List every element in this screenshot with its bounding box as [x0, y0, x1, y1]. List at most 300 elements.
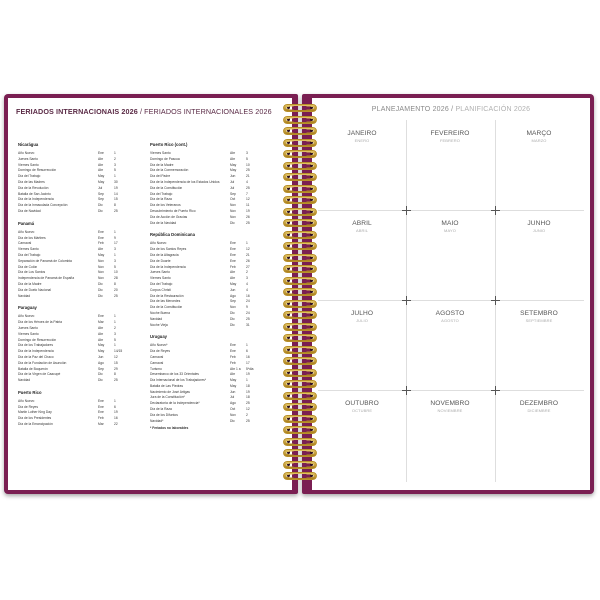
- spiral-coil: [283, 300, 317, 310]
- month-name-portuguese: JUNHO: [527, 220, 551, 227]
- holiday-month: Abr: [230, 270, 236, 275]
- spiral-coil: [283, 231, 317, 241]
- holiday-day: 15: [114, 197, 118, 202]
- month-cell[interactable]: [318, 400, 406, 413]
- holiday-day: 14: [114, 191, 118, 196]
- country-heading: Puerto Rico (cont.): [150, 142, 188, 147]
- holiday-month: Ene: [98, 229, 104, 234]
- coil-ring: [283, 104, 317, 112]
- holiday-month: May: [230, 162, 237, 167]
- holiday-month: Mar: [98, 320, 104, 325]
- holiday-month: May: [98, 252, 105, 257]
- holiday-day: 25: [114, 293, 118, 298]
- spiral-coil: [283, 415, 317, 425]
- holiday-name: Año Nuevo: [18, 229, 35, 234]
- holiday-name: Día de los Trabajadores: [18, 343, 54, 348]
- spiral-coil: [283, 185, 317, 195]
- month-name-portuguese: DEZEMBRO: [519, 400, 559, 407]
- coil-ring: [283, 242, 317, 250]
- holiday-day: 2: [246, 412, 248, 417]
- holiday-name: Día de los Santos Reyes: [150, 247, 187, 252]
- holiday-day: 9: [114, 235, 116, 240]
- coil-ring: [283, 346, 317, 354]
- holiday-name: Día de la Independencia: [150, 264, 186, 269]
- holiday-name: Día de Navidad: [18, 208, 41, 213]
- footnote: [150, 426, 268, 432]
- coil-ring: [283, 403, 317, 411]
- holiday-name: Día de la Emancipación: [18, 422, 53, 427]
- holiday-name: Jueves Santo: [150, 270, 170, 275]
- month-name-spanish: ABRIL: [355, 228, 369, 233]
- month-name-portuguese: ABRIL: [352, 220, 372, 227]
- holiday-row: [150, 323, 268, 329]
- holiday-month: Dic: [230, 322, 235, 327]
- month-name-portuguese: JULHO: [350, 310, 374, 317]
- holiday-day: 12: [246, 407, 250, 412]
- month-name-portuguese: AGOSTO: [435, 310, 465, 317]
- holiday-name: Nacimiento de José Artigas: [150, 389, 190, 394]
- holiday-day: 1: [114, 229, 116, 234]
- holiday-month: Ene: [98, 398, 104, 403]
- holiday-day: 2: [114, 156, 116, 161]
- country-heading: Nicarágua: [18, 142, 39, 147]
- holiday-name: Viernes Santo: [18, 247, 39, 252]
- holiday-day: 1: [114, 398, 116, 403]
- month-cell[interactable]: [406, 130, 494, 143]
- holiday-day: 15: [114, 360, 118, 365]
- title-spanish: PLANIFICACIÓN 2026: [455, 106, 531, 113]
- grid-divider: [318, 210, 584, 211]
- holiday-name: Viernes Santo: [18, 331, 39, 336]
- holiday-month: Dic: [230, 418, 235, 423]
- spiral-coil: [283, 461, 317, 471]
- spiral-coil: [283, 139, 317, 149]
- holiday-day: 5: [114, 337, 116, 342]
- spiral-coil: [283, 254, 317, 264]
- holiday-day: 26: [246, 214, 250, 219]
- holiday-day: 19: [114, 185, 118, 190]
- holiday-name: Domingo de Resurrección: [18, 168, 57, 173]
- coil-ring: [283, 369, 317, 377]
- holiday-name: Jueves Santo: [18, 325, 38, 330]
- holiday-name: Año Nuevo*: [150, 343, 168, 348]
- holiday-name: Día del Trabajo: [150, 191, 173, 196]
- holiday-day: 29: [114, 366, 118, 371]
- coil-ring: [283, 139, 317, 147]
- title-portuguese: PLANEJAMENTO 2026: [371, 106, 449, 113]
- holiday-month: Jul: [230, 395, 235, 400]
- spiral-coil: [283, 150, 317, 160]
- holiday-month: May: [230, 168, 237, 173]
- holiday-day: 25: [114, 378, 118, 383]
- holiday-month: Jul: [230, 185, 235, 190]
- spiral-coil: [283, 369, 317, 379]
- holiday-month: Sep: [98, 366, 104, 371]
- month-cell[interactable]: [406, 310, 494, 323]
- holiday-day: 24: [246, 310, 250, 315]
- plus-icon: [402, 296, 411, 305]
- holiday-month: Ago: [230, 293, 236, 298]
- holiday-name: Día de Los Santos: [18, 270, 46, 275]
- holiday-name: Día de Acción de Gracias: [150, 214, 188, 219]
- holiday-name: Día de los Mártires: [18, 235, 46, 240]
- holiday-day: 4: [246, 281, 248, 286]
- month-cell[interactable]: [318, 310, 406, 323]
- holiday-name: Carnaval: [150, 360, 164, 365]
- plus-icon: [491, 386, 500, 395]
- holiday-month: Dic: [230, 316, 235, 321]
- holiday-day: 2: [114, 325, 116, 330]
- holiday-day: 18: [246, 395, 250, 400]
- month-cell[interactable]: [406, 400, 494, 413]
- grid-divider: [318, 390, 584, 391]
- holiday-month: Abr: [98, 168, 104, 173]
- coil-ring: [283, 472, 317, 480]
- holiday-row: [18, 294, 136, 300]
- holiday-month: Jun: [98, 354, 104, 359]
- holiday-name: Día del Trabajo: [18, 174, 41, 179]
- holiday-day: 1: [246, 241, 248, 246]
- month-cell[interactable]: [318, 130, 406, 143]
- grid-divider: [318, 300, 584, 301]
- coil-ring: [283, 196, 317, 204]
- footnote-text: * Feriados no laborables: [150, 426, 189, 431]
- holiday-month: Abr: [98, 156, 104, 161]
- month-cell[interactable]: [495, 400, 583, 413]
- coil-ring: [283, 208, 317, 216]
- holiday-month: Ene: [98, 404, 104, 409]
- holiday-month: Nov: [230, 305, 236, 310]
- holiday-month: May: [98, 349, 105, 354]
- coil-ring: [283, 334, 317, 342]
- holiday-name: Día de los Difuntos: [150, 412, 178, 417]
- coil-ring: [283, 219, 317, 227]
- holiday-day: 1: [246, 343, 248, 348]
- holiday-day: 3: [114, 162, 116, 167]
- holiday-name: Navidad*: [150, 418, 164, 423]
- holiday-month: Dic: [98, 287, 103, 292]
- month-cell[interactable]: [495, 310, 583, 323]
- holiday-name: Navidad: [150, 316, 163, 321]
- holiday-name: Viernes Santo: [150, 151, 171, 155]
- holiday-name: Día de Reyes: [18, 404, 38, 409]
- holidays-column-2: [150, 142, 268, 432]
- holiday-day: 10: [114, 270, 118, 275]
- month-name-spanish: JUNIO: [532, 228, 546, 233]
- month-name-spanish: MAYO: [444, 228, 456, 233]
- holiday-day: 7: [246, 191, 248, 196]
- holiday-name: Día de Reyes: [150, 349, 170, 354]
- holiday-row: [18, 209, 136, 215]
- coil-ring: [283, 162, 317, 170]
- holiday-name: Día de la Inmaculada Concepción: [18, 203, 68, 208]
- holiday-day: 6: [114, 404, 116, 409]
- holiday-month: Sep: [230, 299, 236, 304]
- holiday-name: Jura de la Constitución*: [150, 395, 185, 400]
- coil-ring: [283, 127, 317, 135]
- holiday-month: Ene: [230, 252, 236, 257]
- holiday-name: Día de la Madre: [18, 281, 42, 286]
- holiday-month: Ene: [230, 343, 236, 348]
- holiday-month: Ene: [98, 151, 104, 155]
- holiday-name: Día del Trabajo: [150, 281, 173, 286]
- coil-ring: [283, 277, 317, 285]
- spiral-coil: [283, 173, 317, 183]
- month-name-spanish: AGOSTO: [441, 318, 459, 323]
- holiday-name: Día de la Constitución: [150, 305, 183, 310]
- holiday-name: Día de la Virgen de Caacupé: [18, 372, 61, 377]
- spiral-coil: [283, 104, 317, 114]
- title-separator: /: [139, 107, 143, 116]
- holiday-day: 5*dia: [246, 366, 254, 371]
- holiday-month: Dic: [98, 378, 103, 383]
- holidays-column-1: [18, 142, 136, 428]
- plus-icon: [402, 206, 411, 215]
- holiday-month: Abr 1 a: [230, 366, 241, 371]
- holiday-day: 1: [114, 343, 116, 348]
- holiday-month: Oct: [230, 197, 236, 202]
- coil-ring: [283, 461, 317, 469]
- holiday-name: Martin Luther King Day: [18, 410, 52, 415]
- month-name-spanish: OCTUBRE: [351, 408, 373, 413]
- month-name-spanish: SEPTIEMBRE: [525, 318, 553, 323]
- country-heading: Paraguay: [18, 305, 37, 311]
- holiday-day: 8: [114, 281, 116, 286]
- holiday-day: 31: [246, 322, 250, 327]
- holiday-month: Dic: [98, 293, 103, 298]
- holiday-day: 16: [114, 416, 118, 421]
- month-name-portuguese: MAIO: [441, 220, 459, 227]
- spiral-coil: [283, 323, 317, 333]
- holiday-month: Dic: [230, 310, 235, 315]
- holiday-day: 8: [114, 372, 116, 377]
- spiral-coil: [283, 116, 317, 126]
- holiday-day: 1: [246, 378, 248, 383]
- holiday-name: Noche Buena: [150, 310, 170, 315]
- spiral-coil: [283, 277, 317, 287]
- holiday-name: Año Nuevo: [18, 398, 35, 403]
- holiday-name: Año Nuevo: [150, 241, 167, 246]
- plus-icon: [491, 296, 500, 305]
- holiday-day: 16: [246, 293, 250, 298]
- holiday-day: 1: [114, 252, 116, 257]
- holiday-day: 3: [246, 151, 248, 155]
- holidays-page: [8, 98, 292, 490]
- holiday-month: Dic: [98, 203, 103, 208]
- coil-ring: [283, 311, 317, 319]
- month-cell[interactable]: [318, 220, 406, 233]
- spiral-coil: [283, 208, 317, 218]
- spiral-coil: [283, 472, 317, 482]
- holiday-name: Día de la Madre: [150, 162, 174, 167]
- coil-ring: [283, 150, 317, 158]
- holiday-month: May: [230, 383, 237, 388]
- holiday-day: 12: [246, 247, 250, 252]
- holiday-name: Noche Vieja: [150, 322, 168, 327]
- holiday-name: Día de Colón: [18, 264, 38, 269]
- holiday-day: 2: [246, 270, 248, 275]
- holiday-day: 5: [114, 264, 116, 269]
- planning-page: [312, 98, 590, 490]
- title-separator: /: [451, 106, 454, 113]
- holiday-month: Feb: [98, 416, 104, 421]
- holiday-month: Abr: [230, 372, 236, 377]
- holiday-month: Abr: [230, 276, 236, 281]
- coil-ring: [283, 357, 317, 365]
- holiday-month: Nov: [230, 412, 236, 417]
- holiday-name: Día del Trabajo: [18, 252, 41, 257]
- holiday-name: Jueves Santo: [18, 156, 38, 161]
- holiday-month: Feb: [230, 360, 236, 365]
- title-portuguese: FERIADOS INTERNACIONAIS 2026: [16, 107, 138, 116]
- holiday-day: 1: [114, 174, 116, 179]
- holiday-day: 17: [114, 241, 118, 246]
- holiday-name: Día de la Fundación de Asunción: [18, 360, 67, 365]
- holiday-name: Día de la Revolución: [18, 185, 49, 190]
- holiday-name: Carnaval: [18, 241, 32, 246]
- holiday-name: Día de la Restauración: [150, 293, 184, 298]
- holiday-day: 11: [246, 203, 250, 208]
- holiday-day: 14/15: [114, 349, 123, 354]
- holiday-day: 19: [246, 208, 250, 213]
- holiday-month: Mar: [98, 422, 104, 427]
- holiday-row: [150, 419, 268, 425]
- holiday-day: 8: [114, 203, 116, 208]
- holiday-name: Declaratoria de la Independencia*: [150, 401, 200, 406]
- month-name-spanish: DICIEMBRE: [527, 408, 551, 413]
- spiral-coil: [283, 265, 317, 275]
- coil-ring: [283, 265, 317, 273]
- month-name-spanish: FEBRERO: [439, 138, 461, 143]
- holiday-day: 16: [246, 354, 250, 359]
- month-cell[interactable]: [406, 220, 494, 233]
- holiday-day: 25: [246, 185, 250, 190]
- month-name-portuguese: JANEIRO: [347, 130, 377, 137]
- month-planning-grid: [318, 120, 584, 482]
- spiral-coil: [283, 357, 317, 367]
- month-cell[interactable]: [495, 130, 583, 143]
- month-name-portuguese: NOVEMBRO: [430, 400, 470, 407]
- holiday-month: Nov: [98, 264, 104, 269]
- month-cell[interactable]: [495, 220, 583, 233]
- spiral-coil: [283, 380, 317, 390]
- coil-ring: [283, 426, 317, 434]
- holiday-day: 5: [114, 168, 116, 173]
- spiral-coil: [283, 449, 317, 459]
- holiday-month: Ene: [230, 349, 236, 354]
- holiday-day: 25: [246, 316, 250, 321]
- holiday-name: Batalla de Las Piedras: [150, 383, 183, 388]
- holiday-name: Día de Duelo Nacional: [18, 287, 51, 292]
- holiday-day: 18: [246, 383, 250, 388]
- holiday-month: Ene: [230, 258, 236, 263]
- holiday-month: Feb: [98, 241, 104, 246]
- coil-ring: [283, 323, 317, 331]
- coil-ring: [283, 231, 317, 239]
- coil-ring: [283, 173, 317, 181]
- holiday-month: May: [230, 378, 237, 383]
- spiral-coil: [283, 242, 317, 252]
- holiday-day: 25: [246, 401, 250, 406]
- holiday-name: Domingo de Resurrección: [18, 337, 57, 342]
- holiday-name: Domingo de Pascua: [150, 156, 180, 161]
- holiday-month: Feb: [230, 264, 236, 269]
- holiday-month: Abr: [98, 162, 104, 167]
- holiday-day: 19: [114, 410, 118, 415]
- coil-ring: [283, 116, 317, 124]
- holiday-day: 1: [114, 151, 116, 155]
- holiday-name: Año Nuevo: [18, 151, 35, 155]
- holiday-day: 12: [246, 197, 250, 202]
- month-name-portuguese: OUTUBRO: [345, 400, 379, 407]
- holiday-day: 19: [246, 389, 250, 394]
- coil-ring: [283, 415, 317, 423]
- spiral-coil: [283, 311, 317, 321]
- holiday-month: Abr: [98, 247, 104, 252]
- coil-ring: [283, 254, 317, 262]
- holiday-day: 21: [246, 252, 250, 257]
- holiday-name: Día de la Independencia: [18, 197, 54, 202]
- holiday-row: [150, 221, 268, 227]
- holiday-day: 3: [246, 276, 248, 281]
- coil-ring: [283, 185, 317, 193]
- holiday-month: Oct: [230, 407, 236, 412]
- holiday-month: Abr: [98, 325, 104, 330]
- month-name-portuguese: MARÇO: [526, 130, 552, 137]
- holiday-month: Ago: [230, 401, 236, 406]
- holiday-day: 28: [114, 276, 118, 281]
- holiday-name: Día de los Presidentes: [18, 416, 52, 421]
- title-spanish: FERIADOS INTERNACIONALES 2026: [144, 107, 272, 116]
- holiday-name: Separación de Panamá de Colombia: [18, 258, 72, 263]
- holiday-name: Día de las Mercedes: [150, 299, 181, 304]
- holiday-month: Dic: [98, 281, 103, 286]
- holiday-day: 30: [114, 179, 118, 184]
- holiday-day: 20: [114, 287, 118, 292]
- holiday-name: Día de los Veteranos: [150, 203, 181, 208]
- holiday-name: Día de los Héroes de la Patria: [18, 320, 62, 325]
- coil-ring: [283, 288, 317, 296]
- coil-ring: [283, 449, 317, 457]
- country-heading: Uruguay: [150, 334, 167, 340]
- spiral-coil: [283, 392, 317, 402]
- coil-ring: [283, 300, 317, 308]
- country-heading: Puerto Rico: [18, 389, 42, 395]
- holiday-name: Corpus Christi: [150, 287, 171, 292]
- holiday-month: May: [230, 281, 237, 286]
- holiday-day: 27: [246, 264, 250, 269]
- spiral-coil: [283, 162, 317, 172]
- holiday-day: 5: [246, 156, 248, 161]
- coil-ring: [283, 380, 317, 388]
- holiday-month: Nov: [98, 276, 104, 281]
- holiday-day: 12: [114, 354, 118, 359]
- holiday-month: Ene: [98, 235, 104, 240]
- plus-icon: [491, 206, 500, 215]
- holiday-name: Día de las Madres: [18, 179, 45, 184]
- coil-ring: [283, 438, 317, 446]
- holiday-row: [18, 422, 136, 428]
- holiday-day: 25: [246, 168, 250, 173]
- holiday-day: 3: [114, 247, 116, 252]
- holiday-day: 24: [246, 299, 250, 304]
- holiday-month: May: [98, 343, 105, 348]
- coil-ring: [283, 392, 317, 400]
- holiday-day: 22: [114, 422, 118, 427]
- holiday-name: Día de la Altagracia: [150, 252, 179, 257]
- holiday-name: Día del Padre: [150, 174, 171, 179]
- holiday-month: Ene: [98, 410, 104, 415]
